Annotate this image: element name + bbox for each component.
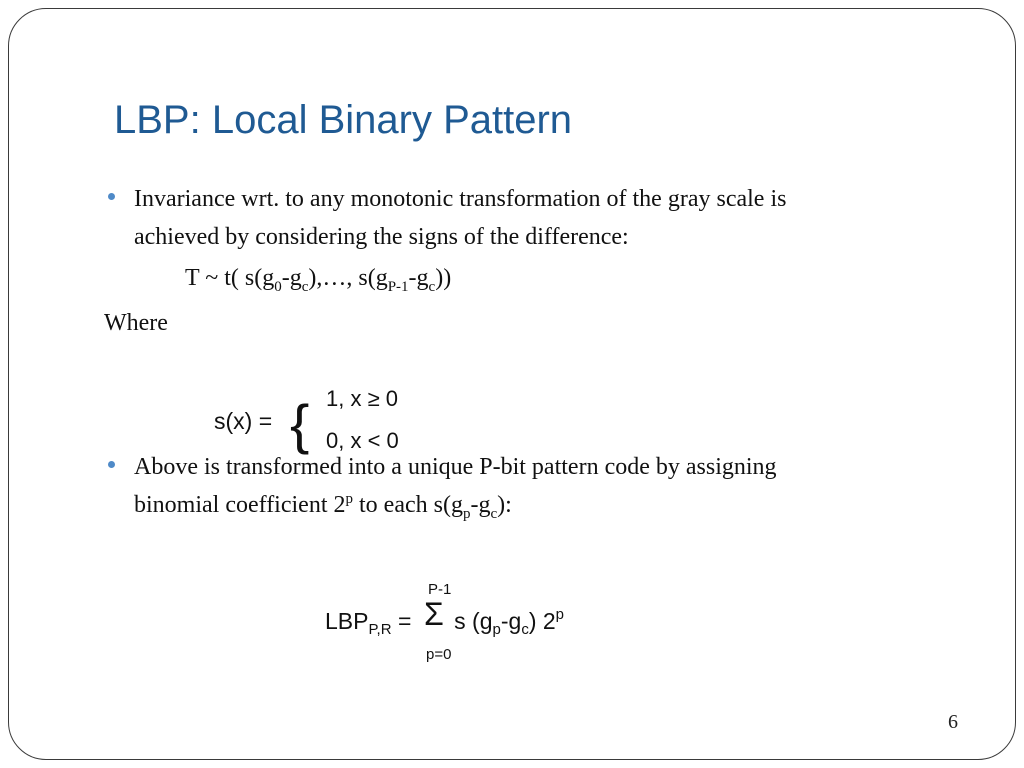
bullet-2-sup: p — [345, 491, 353, 507]
lbp-name: LBP — [325, 608, 369, 634]
bullet-2-line-1: Above is transformed into a unique P-bit pattern code by assigning — [134, 454, 777, 480]
bullet-2-sub: c — [490, 505, 498, 522]
bullet-1-line-2: achieved by considering the signs of the difference: — [134, 224, 629, 250]
formula-text: T ~ t( s(g — [185, 265, 275, 291]
lbp-term: s (g — [447, 608, 493, 634]
sign-function-case-2: 0, x < 0 — [326, 428, 399, 453]
formula-text: )) — [435, 265, 452, 291]
formula-text: -g — [281, 265, 302, 291]
bullet-2-text — [134, 448, 934, 524]
formula-sub: c — [428, 278, 436, 295]
formula-sub: c — [301, 278, 309, 295]
lbp-term-sub: c — [521, 621, 529, 638]
lbp-subscript: P,R — [368, 621, 392, 638]
bullet-2-text-part: binomial coefficient 2 — [134, 492, 346, 518]
lbp-term-sub: p — [492, 621, 501, 638]
lbp-term: -g — [500, 608, 522, 634]
slide-title: LBP: Local Binary Pattern — [114, 98, 573, 142]
bullet-1-line-1: Invariance wrt. to any monotonic transformation of the gray scale is — [134, 186, 787, 212]
formula-sub: 0 — [274, 278, 282, 295]
sum-upper-limit: P-1 — [428, 581, 452, 598]
lbp-term-sup: p — [555, 606, 564, 623]
bullet-2-line-2 — [134, 486, 934, 524]
lbp-term: ) 2 — [528, 608, 556, 634]
formula-sub: P-1 — [387, 278, 409, 295]
page-number: 6 — [948, 711, 958, 733]
sum-lower-limit: p=0 — [426, 646, 452, 663]
bullet-2-text-part: ): — [497, 492, 512, 518]
bullet-dot-1 — [108, 193, 115, 200]
bullet-2-text-part: to each s(g — [353, 492, 463, 518]
formula-text: ),…, s(g — [308, 265, 388, 291]
sign-function-lhs: s(x) = — [214, 408, 273, 434]
bullet-dot-2 — [108, 461, 115, 468]
bullet-2-sub: p — [462, 505, 471, 522]
formula-text: -g — [408, 265, 429, 291]
sigma-icon: Σ — [424, 596, 444, 632]
sign-function-case-1: 1, x ≥ 0 — [326, 386, 398, 411]
where-label: Where — [104, 310, 168, 336]
lbp-equals: = — [391, 608, 418, 634]
sign-function-brace: { — [290, 393, 310, 456]
bullet-2-text-part: -g — [470, 492, 491, 518]
bullet-1-text — [134, 180, 934, 256]
lbp-formula — [325, 606, 564, 638]
texture-formula — [185, 265, 452, 295]
